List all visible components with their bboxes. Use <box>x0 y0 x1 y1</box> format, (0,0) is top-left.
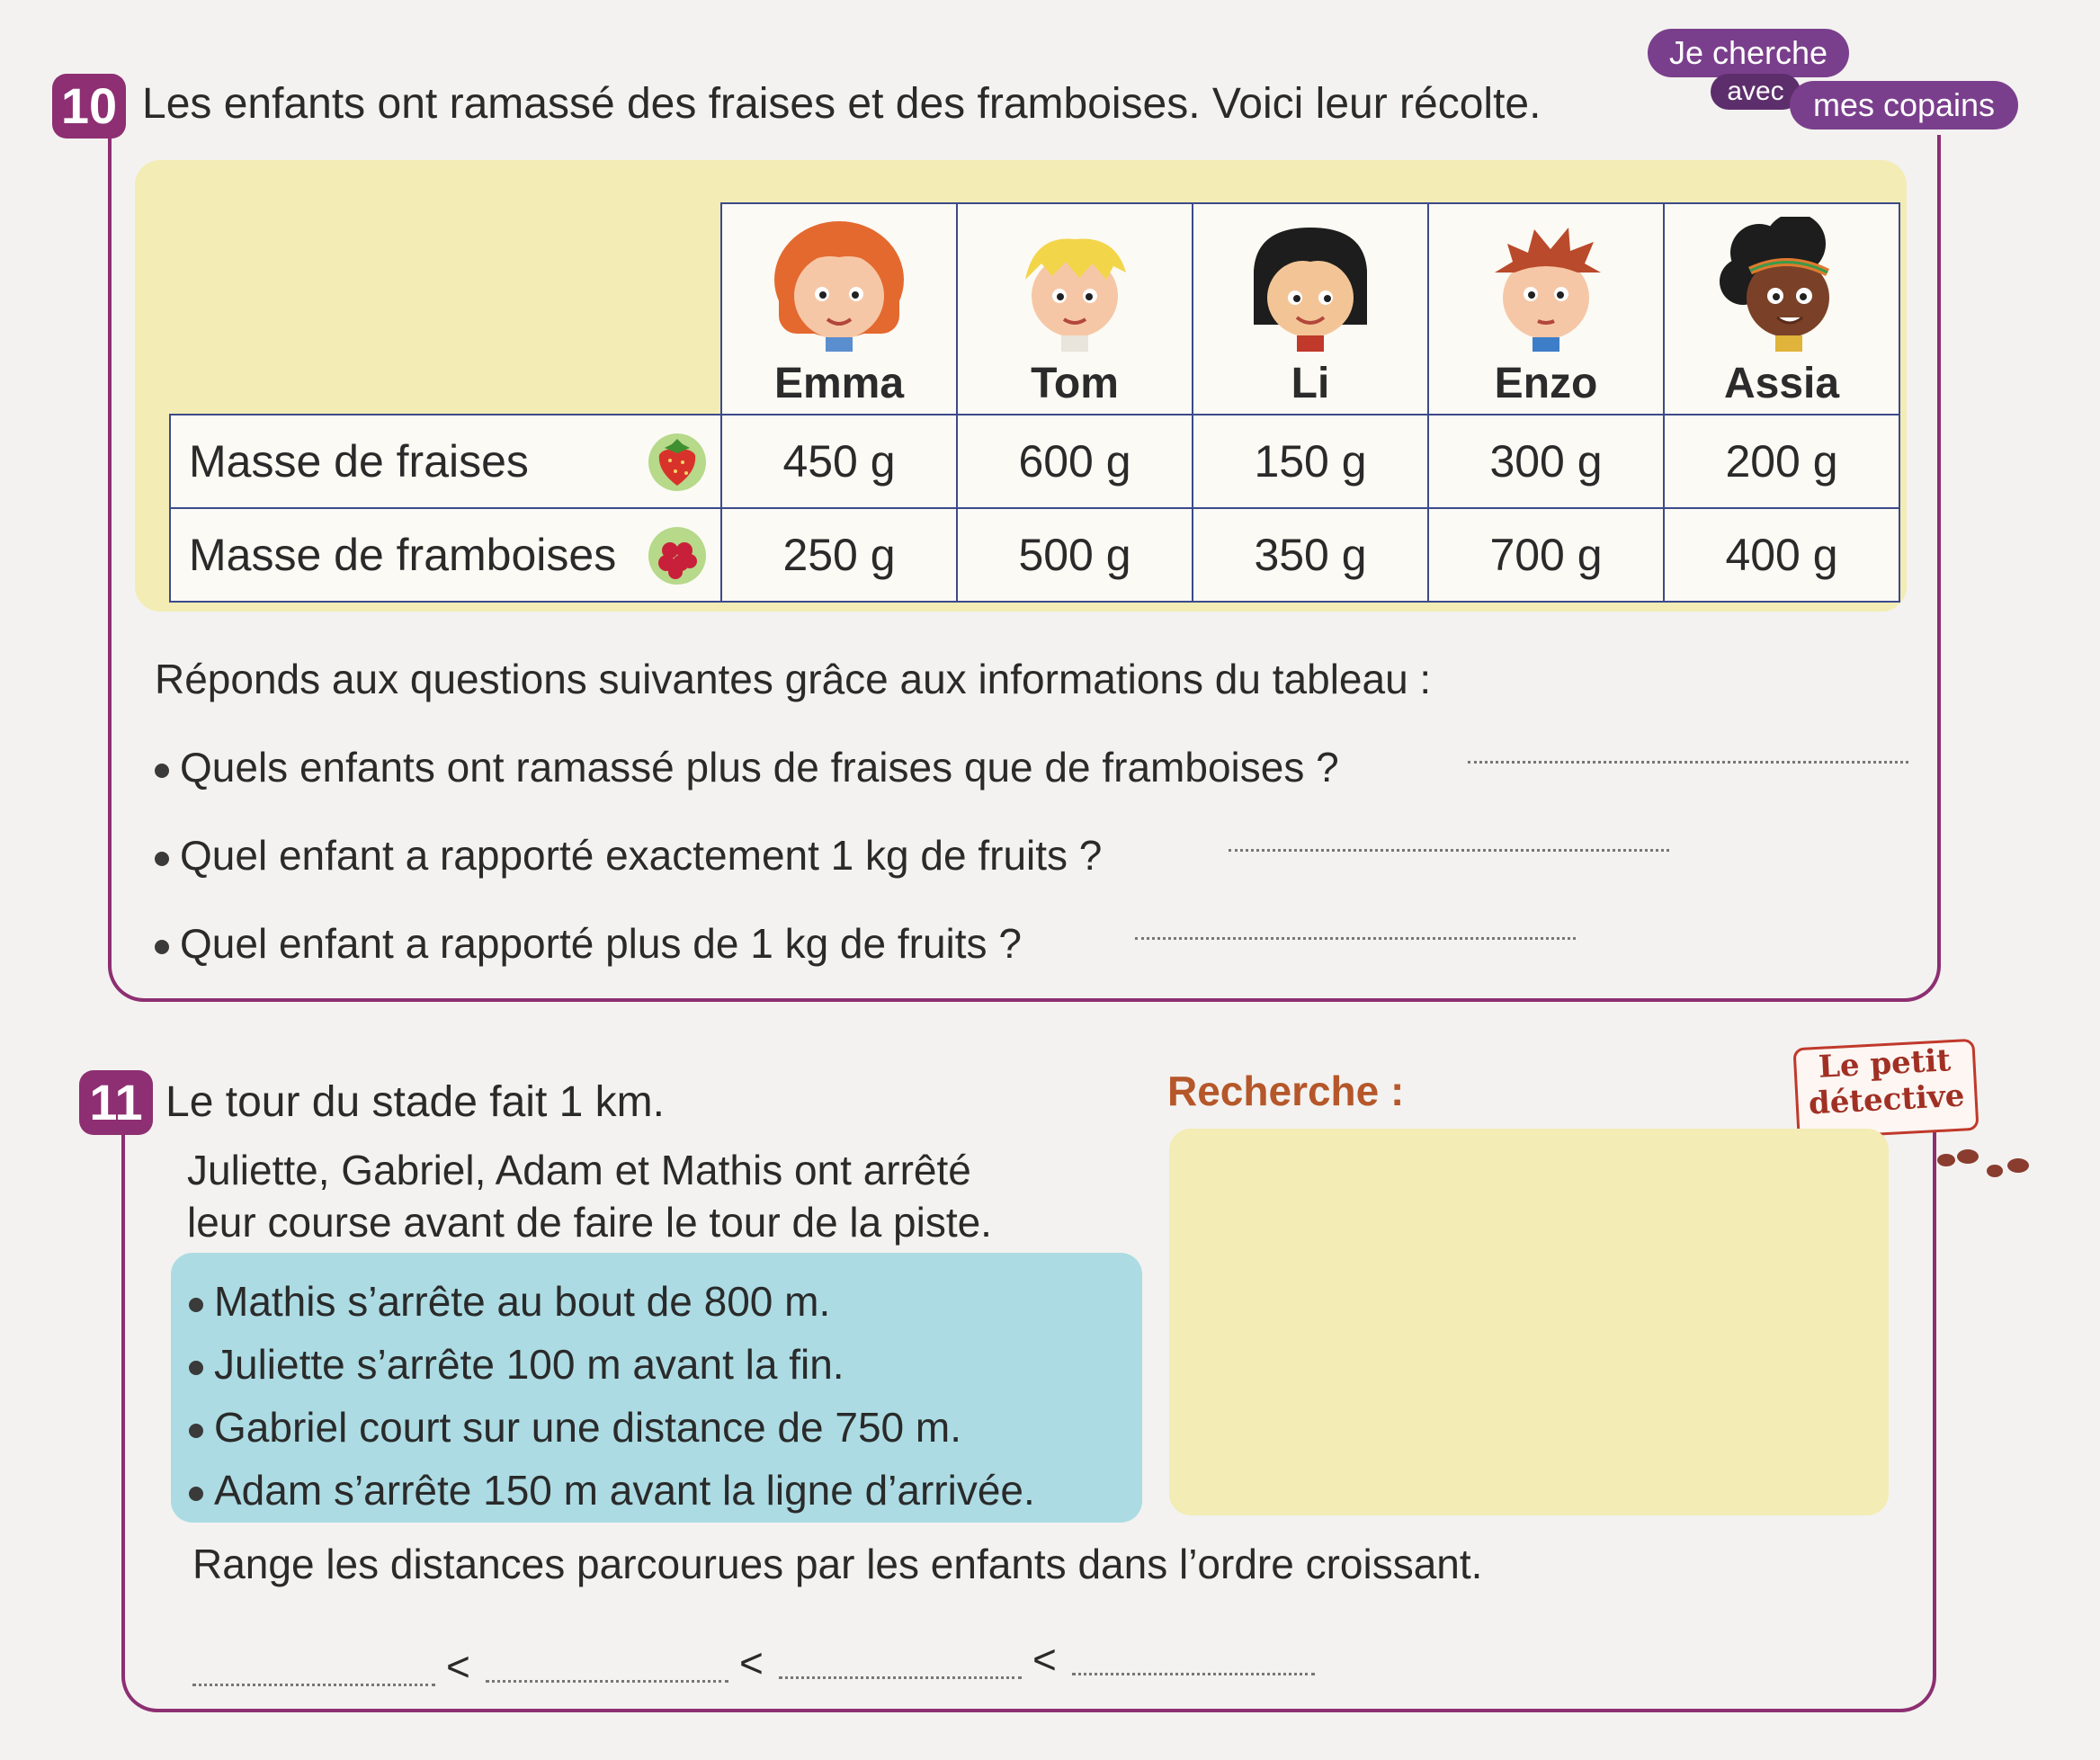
question-text: Quel enfant a rapporté plus de 1 kg de fruits ? <box>180 920 1022 967</box>
tag-je-cherche: Je cherche <box>1648 29 1849 77</box>
strawberry-row <box>170 415 1899 508</box>
fact-item <box>189 1459 1035 1522</box>
question-text: Quels enfants ont ramassé plus de fraises que de framboises ? <box>180 744 1339 791</box>
cell-value: 350 g <box>1193 508 1428 602</box>
child-header-assia <box>1664 203 1899 415</box>
tag-avec: avec <box>1711 74 1801 110</box>
order-blank-4[interactable] <box>1072 1673 1315 1675</box>
cell-value: 400 g <box>1664 508 1899 602</box>
header-row <box>170 203 1899 415</box>
row-label-text: Masse de framboises <box>189 530 617 580</box>
cell-value: 450 g <box>721 415 957 508</box>
intro-line-1: Juliette, Gabriel, Adam et Mathis ont arrêté <box>187 1147 971 1193</box>
less-than-sign: < <box>1032 1636 1057 1683</box>
fact-text: Gabriel court sur une distance de 750 m. <box>214 1404 962 1451</box>
cell-value: 600 g <box>957 415 1193 508</box>
question-text: Quel enfant a rapporté exactement 1 kg de fruits ? <box>180 832 1103 879</box>
exercise-number-badge: 11 <box>79 1070 153 1135</box>
detective-badge <box>1792 1039 1979 1139</box>
less-than-sign: < <box>739 1639 764 1686</box>
exercise-number-badge: 10 <box>52 74 126 138</box>
footprints-icon <box>1930 1142 2038 1187</box>
detective-line1: Le petit <box>1818 1042 1953 1085</box>
cell-value: 500 g <box>957 508 1193 602</box>
cell-value: 200 g <box>1664 415 1899 508</box>
detective-line2: détective <box>1807 1077 1966 1122</box>
exercise-title: Les enfants ont ramassé des fraises et des framboises. Voici leur récolte. <box>142 80 1541 128</box>
bullet-icon <box>155 940 169 954</box>
research-area[interactable] <box>1169 1129 1889 1515</box>
intro-line-2: leur course avant de faire le tour de la piste. <box>187 1199 992 1246</box>
question-2 <box>155 831 1102 880</box>
bullet-icon <box>155 764 169 778</box>
child-name: Tom <box>1031 360 1119 407</box>
facts-list <box>189 1270 1035 1522</box>
fact-text: Mathis s’arrête au bout de 800 m. <box>214 1278 831 1325</box>
child-header-li <box>1193 203 1428 415</box>
fact-text: Adam s’arrête 150 m avant la ligne d’arrivée. <box>214 1467 1035 1514</box>
fact-item <box>189 1270 1035 1333</box>
cell-value: 150 g <box>1193 415 1428 508</box>
raspberry-row <box>170 508 1899 602</box>
bullet-icon <box>189 1424 203 1438</box>
question-3 <box>155 919 1022 968</box>
order-blank-3[interactable] <box>779 1676 1022 1679</box>
child-name: Enzo <box>1494 360 1598 407</box>
child-name: Emma <box>773 360 905 407</box>
row-label-raspberries <box>170 508 721 602</box>
research-label: Recherche : <box>1167 1068 1405 1114</box>
harvest-table <box>169 202 1900 603</box>
li-avatar-icon <box>1234 217 1387 352</box>
cell-value: 700 g <box>1428 508 1664 602</box>
row-label-strawberries <box>170 415 721 508</box>
bullet-icon <box>189 1361 203 1375</box>
fact-text: Juliette s’arrête 100 m avant la fin. <box>214 1341 844 1388</box>
row-label-text: Masse de fraises <box>189 436 529 487</box>
child-header-tom <box>957 203 1193 415</box>
emma-avatar-icon <box>763 217 916 352</box>
tag-mes-copains: mes copains <box>1790 81 2018 130</box>
enzo-avatar-icon <box>1470 217 1622 352</box>
child-header-emma <box>721 203 957 415</box>
bullet-icon <box>189 1298 203 1312</box>
raspberry-icon <box>645 522 710 586</box>
ordering-instruction: Range les distances parcourues par les enfants dans l’ordre croissant. <box>192 1541 1483 1587</box>
answer-line-3[interactable] <box>1135 937 1576 940</box>
child-name: Assia <box>1723 360 1840 407</box>
exercise-intro <box>187 1144 992 1248</box>
child-name: Li <box>1291 360 1330 407</box>
fact-item <box>189 1396 1035 1459</box>
cell-value: 300 g <box>1428 415 1664 508</box>
assia-avatar-icon <box>1705 217 1858 352</box>
order-blank-2[interactable] <box>486 1680 728 1683</box>
child-header-enzo <box>1428 203 1664 415</box>
order-blank-1[interactable] <box>192 1684 435 1686</box>
question-1 <box>155 743 1339 791</box>
tom-avatar-icon <box>998 217 1151 352</box>
answer-line-2[interactable] <box>1229 849 1669 852</box>
answer-line-1[interactable] <box>1468 761 1908 764</box>
less-than-sign: < <box>446 1643 470 1690</box>
cell-value: 250 g <box>721 508 957 602</box>
bullet-icon <box>189 1487 203 1501</box>
fact-item <box>189 1333 1035 1396</box>
exercise-instruction: Réponds aux questions suivantes grâce aux informations du tableau : <box>155 656 1432 702</box>
strawberry-icon <box>645 428 710 493</box>
exercise-title: Le tour du stade fait 1 km. <box>165 1078 665 1126</box>
bullet-icon <box>155 852 169 866</box>
